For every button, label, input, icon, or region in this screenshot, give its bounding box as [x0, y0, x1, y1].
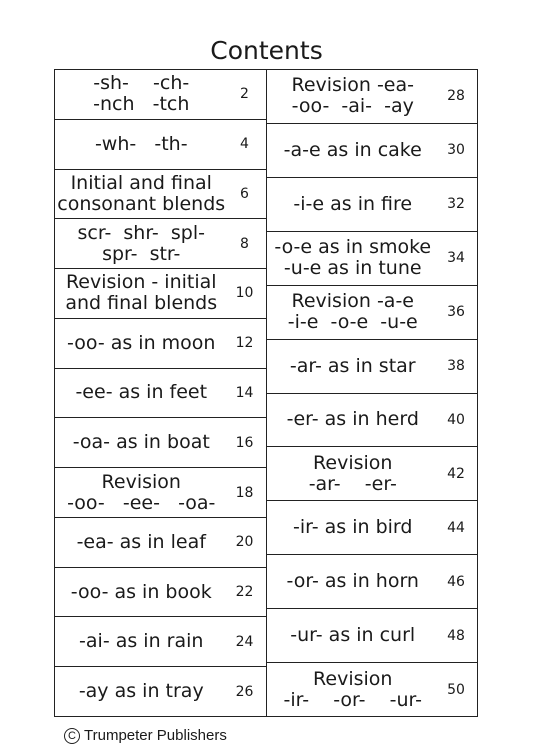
entry-topic — [267, 625, 440, 646]
contents-entry — [267, 70, 478, 124]
entry-topic-line: -i-e -o-e -u-e — [287, 311, 418, 334]
entry-topic-line: -or- as in horn — [286, 570, 419, 593]
contents-entry — [267, 501, 478, 555]
contents-entry — [55, 120, 266, 170]
entry-page-number: 8 — [240, 235, 249, 252]
entry-topic — [55, 382, 228, 403]
entry-topic-line: -oo- -ai- -ay — [291, 95, 414, 118]
entry-topic-line: -o-e as in smoke — [274, 236, 432, 259]
entry-topic-line: Revision — [313, 667, 393, 690]
entry-topic — [55, 681, 228, 702]
entry-topic — [55, 472, 228, 514]
entry-page-number: 10 — [235, 285, 254, 302]
entry-page-number: 48 — [447, 627, 465, 644]
entry-topic-line: -oo- -ee- -oa- — [67, 491, 216, 514]
entry-page-number: 42 — [447, 465, 465, 482]
entry-topic — [55, 582, 228, 603]
entry-topic — [267, 409, 440, 430]
contents-entry — [267, 286, 478, 340]
entry-topic — [55, 532, 228, 553]
contents-entry — [55, 319, 266, 369]
entry-topic — [267, 453, 440, 495]
contents-right-column — [267, 70, 478, 716]
entry-topic-line: consonant blends — [57, 192, 226, 215]
entry-page-number: 4 — [240, 136, 249, 153]
entry-topic-line: Revision -ea- — [291, 74, 414, 97]
entry-topic — [267, 356, 440, 377]
entry-topic-line: Revision - initial — [65, 271, 217, 294]
entry-page-number: 2 — [240, 86, 249, 103]
entry-topic — [55, 73, 228, 115]
entry-topic — [267, 291, 440, 333]
entry-topic-line: Revision -a-e — [291, 290, 414, 313]
entry-page-number: 20 — [235, 534, 254, 551]
entry-topic-line: -ir- -or- -ur- — [283, 688, 423, 711]
entry-page-number: 14 — [235, 384, 254, 401]
contents-entry — [55, 667, 266, 716]
entry-topic — [55, 631, 228, 652]
contents-entry — [267, 609, 478, 663]
entry-topic-line: -u-e as in tune — [283, 257, 422, 280]
entry-topic-line: -i-e as in fire — [293, 192, 413, 215]
entry-topic-line: spr- str- — [102, 242, 181, 265]
entry-topic-line: -ur- as in curl — [290, 624, 416, 647]
entry-topic-line: -ee- as in feet — [75, 381, 208, 404]
entry-topic-line: -nch -tch — [93, 93, 190, 116]
entry-page-number: 18 — [235, 484, 254, 501]
entry-topic-line: -oa- as in boat — [72, 431, 210, 454]
contents-entry — [267, 340, 478, 394]
entry-page-number: 34 — [447, 250, 465, 267]
entry-topic — [55, 333, 228, 354]
contents-entry — [267, 555, 478, 609]
contents-entry — [55, 617, 266, 667]
entry-topic — [267, 75, 440, 117]
entry-topic-line: -ea- as in leaf — [76, 530, 206, 553]
entry-page-number: 28 — [447, 88, 465, 105]
copyright-icon: C — [64, 728, 80, 744]
entry-topic-line: scr- shr- spl- — [77, 221, 205, 244]
contents-entry — [55, 468, 266, 518]
entry-page-number: 38 — [447, 358, 465, 375]
entry-page-number: 46 — [447, 573, 465, 590]
entry-topic-line: -ay as in tray — [78, 680, 204, 703]
entry-topic — [267, 237, 440, 279]
entry-topic — [55, 272, 228, 314]
entry-page-number: 24 — [235, 633, 254, 650]
contents-left-column — [55, 70, 267, 716]
page-title: Contents — [210, 36, 323, 65]
contents-entry — [267, 124, 478, 178]
entry-topic-line: -oo- as in book — [70, 580, 212, 603]
entry-topic — [267, 140, 440, 161]
entry-topic-line: -wh- -th- — [94, 132, 188, 155]
entry-topic-line: -ar- as in star — [289, 354, 416, 377]
entry-topic-line: Revision — [101, 470, 181, 493]
entry-topic — [267, 669, 440, 711]
entry-topic — [55, 223, 228, 265]
contents-entry — [267, 178, 478, 232]
contents-entry — [55, 170, 266, 220]
contents-entry — [267, 232, 478, 286]
entry-page-number: 40 — [447, 411, 465, 428]
entry-topic — [55, 432, 228, 453]
entry-page-number: 36 — [447, 304, 465, 321]
entry-topic — [267, 517, 440, 538]
contents-entry — [55, 518, 266, 568]
contents-entry — [55, 568, 266, 618]
entry-topic-line: -ar- -er- — [308, 472, 397, 495]
entry-topic-line: Revision — [313, 451, 393, 474]
entry-topic-line: -sh- -ch- — [93, 72, 190, 95]
contents-entry — [55, 70, 266, 120]
entry-topic — [55, 134, 228, 155]
entry-page-number: 44 — [447, 519, 465, 536]
entry-topic-line: Initial and final — [70, 171, 212, 194]
contents-entry — [55, 369, 266, 419]
entry-page-number: 22 — [235, 584, 254, 601]
entry-topic-line: -a-e as in cake — [283, 138, 422, 161]
entry-topic-line: and final blends — [65, 292, 218, 315]
entry-topic-line: -ai- as in rain — [79, 630, 204, 653]
contents-entry — [267, 663, 478, 716]
contents-entry — [267, 394, 478, 448]
contents-entry — [267, 447, 478, 501]
contents-table — [54, 69, 478, 717]
contents-entry — [55, 219, 266, 269]
footer — [64, 726, 227, 746]
entry-topic — [55, 173, 228, 215]
entry-page-number: 26 — [235, 683, 254, 700]
entry-topic — [267, 194, 440, 215]
entry-page-number: 30 — [447, 142, 465, 159]
entry-topic-line: -oo- as in moon — [67, 331, 216, 354]
publisher-name: Trumpeter Publishers — [84, 727, 227, 744]
entry-page-number: 12 — [235, 335, 254, 352]
entry-page-number: 32 — [447, 196, 465, 213]
entry-page-number: 6 — [240, 185, 249, 202]
entry-topic-line: -er- as in herd — [286, 408, 419, 431]
entry-page-number: 16 — [235, 434, 254, 451]
contents-entry — [55, 269, 266, 319]
entry-topic — [267, 571, 440, 592]
entry-page-number: 50 — [447, 681, 465, 698]
entry-topic-line: -ir- as in bird — [293, 516, 413, 539]
contents-entry — [55, 418, 266, 468]
